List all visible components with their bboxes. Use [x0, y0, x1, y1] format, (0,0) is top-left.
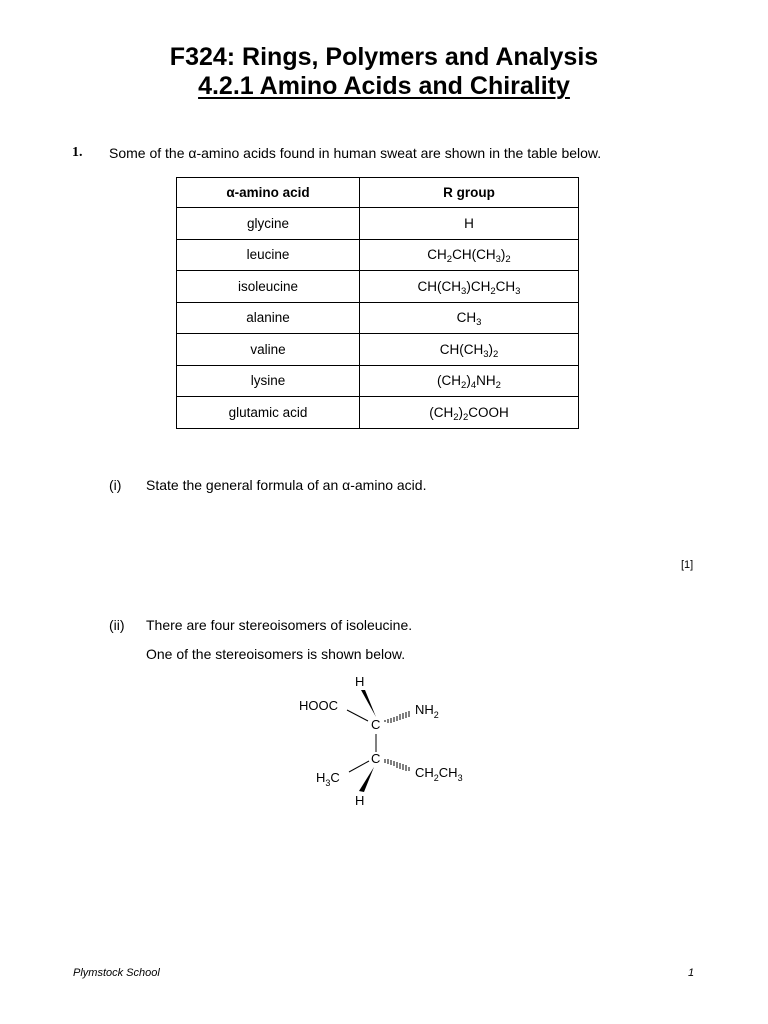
part-ii-text: There are four stereoisomers of isoleucine.	[146, 617, 413, 633]
wedge-bond-bottom	[359, 767, 374, 792]
structure-c-lower: C	[371, 751, 381, 766]
structure-ethyl-ch2: CH	[438, 765, 458, 780]
structure-h3c-c: C	[330, 770, 340, 785]
amino-acid-name: lysine	[177, 365, 360, 397]
r-group-formula: $CH_3$	[360, 302, 579, 334]
formula-subscript: 3	[495, 254, 501, 266]
formula-subscript: 3	[461, 285, 467, 297]
structure-nh2	[415, 702, 439, 720]
amino-acid-name: glycine	[177, 208, 360, 240]
subtitle-text: 4.2.1 Amino Acids and Chirality	[198, 72, 570, 100]
amino-acid-name: leucine	[177, 239, 360, 271]
structure-nh-text: NH	[415, 702, 434, 717]
structure-h-bottom: H	[355, 793, 365, 808]
formula-subscript: 2	[505, 254, 511, 266]
structure-ethyl-sub2: 3	[457, 773, 463, 783]
formula-subscript: 2	[453, 411, 459, 423]
amino-acid-name: alanine	[177, 302, 360, 334]
page-title: F324: Rings, Polymers and Analysis	[169, 43, 599, 71]
structure-ethyl-sub1: 2	[433, 773, 439, 783]
part-ii-label: (ii)	[109, 617, 125, 633]
footer-school: Plymstock School	[73, 967, 160, 979]
r-group-formula: $CH(CH_3)CH_2CH_3$	[360, 271, 579, 303]
bond-ch3	[349, 761, 369, 772]
structure-nh-sub: 2	[433, 710, 439, 720]
structure-h3c	[316, 770, 340, 788]
amino-acid-name: glutamic acid	[177, 397, 360, 429]
hashed-bond-nh2	[385, 711, 409, 723]
r-group-formula: H	[360, 208, 579, 240]
structure-c-upper: C	[371, 717, 381, 732]
r-group-formula: $(CH_2)_2COOH$	[360, 397, 579, 429]
column-header-r-group: R group	[360, 178, 579, 208]
formula-subscript: 3	[483, 348, 489, 360]
structure-ethyl	[415, 765, 463, 783]
part-i-label: (i)	[109, 477, 122, 493]
column-header-amino-acid: α-amino acid	[177, 178, 360, 208]
question-intro: Some of the α-amino acids found in human sweat are shown in the table below.	[109, 145, 602, 161]
r-group-formula: $(CH_2)_4NH_2$	[360, 365, 579, 397]
formula-subscript: 2	[463, 411, 469, 423]
formula-subscript: 2	[446, 254, 453, 266]
wedge-bond-top	[361, 690, 376, 717]
r-group-formula: $CH_2CH(CH_3)_2$	[360, 239, 579, 271]
part-i-text: State the general formula of an α-amino acid.	[146, 477, 427, 493]
structure-h3c-sub: 3	[325, 778, 331, 788]
structure-ethyl-ch: CH	[415, 765, 434, 780]
formula-subscript: 3	[476, 317, 482, 329]
formula-subscript: 2	[461, 380, 467, 392]
part-i-marks: [1]	[681, 559, 694, 571]
r-group-formula: $CH(CH_3)_2$	[360, 334, 579, 366]
structure-h-top: H	[355, 674, 365, 689]
formula-subscript: 2	[495, 380, 501, 392]
footer-page-number: 1	[688, 967, 695, 979]
amino-acid-name: isoleucine	[177, 271, 360, 303]
formula-subscript: 4	[470, 380, 477, 392]
question-number: 1.	[72, 145, 83, 160]
formula-subscript: 2	[493, 348, 499, 360]
structure-hooc: HOOC	[299, 698, 338, 713]
structure-h3c-h: H	[316, 770, 326, 785]
formula-subscript: 2	[490, 285, 496, 297]
amino-acid-name: valine	[177, 334, 360, 366]
part-ii-text2: One of the stereoisomers is shown below.	[146, 646, 406, 662]
bond-hooc	[347, 710, 368, 721]
formula-subscript: 3	[515, 285, 521, 297]
hashed-bond-ethyl	[385, 759, 409, 771]
